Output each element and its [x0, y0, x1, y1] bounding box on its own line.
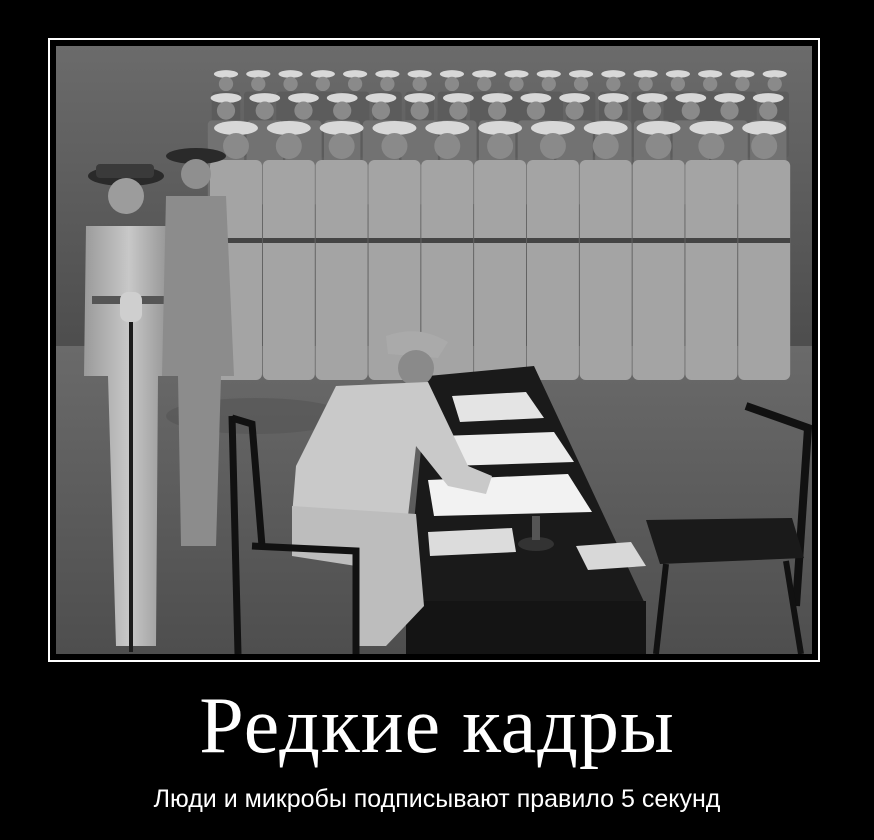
photo-frame: [48, 38, 820, 662]
poster-subtitle: Люди и микробы подписывают правило 5 секунд: [153, 785, 721, 813]
historical-photo: [56, 46, 812, 654]
poster-title: Редкие кадры: [199, 682, 675, 770]
officers-crowd: [208, 70, 790, 380]
photo-illustration: [56, 46, 812, 654]
